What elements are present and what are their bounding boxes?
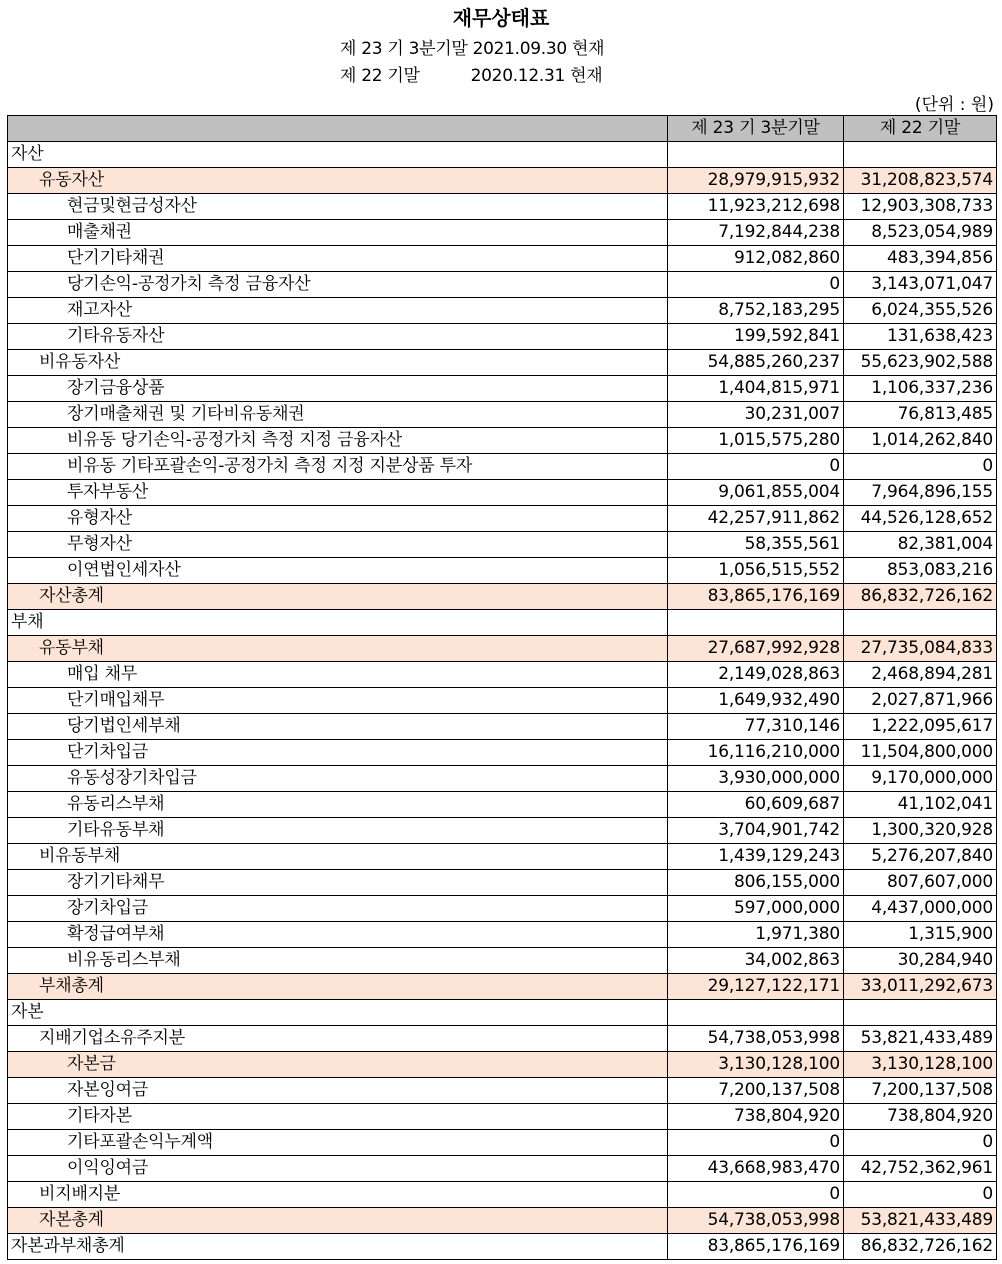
account-label: 비유동리스부채 xyxy=(8,948,668,974)
prior-period-value: 31,208,823,574 xyxy=(844,168,997,194)
current-period-value: 0 xyxy=(668,1182,844,1208)
unit-label: (단위 : 원) xyxy=(914,95,994,115)
account-label: 기타자본 xyxy=(8,1104,668,1130)
account-label: 장기기타채무 xyxy=(8,870,668,896)
account-label: 자본 xyxy=(8,1000,668,1026)
header-current-period: 제 23 기 3분기말 xyxy=(668,116,844,142)
prior-period-value: 33,011,292,673 xyxy=(844,974,997,1000)
table-row xyxy=(8,220,997,246)
table-row xyxy=(8,896,997,922)
prior-period-value: 0 xyxy=(844,454,997,480)
account-label: 단기기타채권 xyxy=(8,246,668,272)
account-label: 장기금융상품 xyxy=(8,376,668,402)
current-period-value: 43,668,983,470 xyxy=(668,1156,844,1182)
table-row xyxy=(8,714,997,740)
current-period-value: 0 xyxy=(668,454,844,480)
account-label: 유형자산 xyxy=(8,506,668,532)
account-label: 유동성장기차입금 xyxy=(8,766,668,792)
table-row xyxy=(8,376,997,402)
account-label: 부채 xyxy=(8,610,668,636)
prior-period-value: 44,526,128,652 xyxy=(844,506,997,532)
account-label: 부채총계 xyxy=(8,974,668,1000)
prior-period-value: 2,027,871,966 xyxy=(844,688,997,714)
prior-period-value: 5,276,207,840 xyxy=(844,844,997,870)
prior-period-value: 7,964,896,155 xyxy=(844,480,997,506)
current-period-value: 83,865,176,169 xyxy=(668,584,844,610)
account-label: 단기차입금 xyxy=(8,740,668,766)
current-period-value: 0 xyxy=(668,272,844,298)
account-label: 매출채권 xyxy=(8,220,668,246)
prior-period-value: 807,607,000 xyxy=(844,870,997,896)
prior-period-value: 7,200,137,508 xyxy=(844,1078,997,1104)
balance-sheet-table xyxy=(7,115,997,1260)
current-period-value: 3,704,901,742 xyxy=(668,818,844,844)
account-label: 투자부동산 xyxy=(8,480,668,506)
table-row xyxy=(8,168,997,194)
account-label: 자본잉여금 xyxy=(8,1078,668,1104)
current-period-value xyxy=(668,610,844,636)
current-period-value: 54,738,053,998 xyxy=(668,1208,844,1234)
table-row xyxy=(8,324,997,350)
current-period-value: 54,738,053,998 xyxy=(668,1026,844,1052)
current-period-value: 60,609,687 xyxy=(668,792,844,818)
account-label: 장기차입금 xyxy=(8,896,668,922)
table-row xyxy=(8,740,997,766)
account-label: 유동자산 xyxy=(8,168,668,194)
table-row xyxy=(8,1156,997,1182)
table-row xyxy=(8,844,997,870)
table-row xyxy=(8,402,997,428)
table-row xyxy=(8,922,997,948)
current-period-value: 29,127,122,171 xyxy=(668,974,844,1000)
document-title: 재무상태표 xyxy=(452,6,550,30)
table-row xyxy=(8,1052,997,1078)
header-account xyxy=(8,116,668,142)
prior-period-value xyxy=(844,1000,997,1026)
prior-period-value: 0 xyxy=(844,1182,997,1208)
table-row xyxy=(8,1130,997,1156)
prior-period-value: 8,523,054,989 xyxy=(844,220,997,246)
table-row xyxy=(8,428,997,454)
table-row xyxy=(8,142,997,168)
table-header-row xyxy=(8,116,997,142)
current-period-value: 7,200,137,508 xyxy=(668,1078,844,1104)
table-row xyxy=(8,818,997,844)
current-period-value: 3,930,000,000 xyxy=(668,766,844,792)
account-label: 자산총계 xyxy=(8,584,668,610)
current-period-value: 11,923,212,698 xyxy=(668,194,844,220)
prior-period-value: 2,468,894,281 xyxy=(844,662,997,688)
current-period-value: 58,355,561 xyxy=(668,532,844,558)
prior-period-value: 131,638,423 xyxy=(844,324,997,350)
account-label: 현금및현금성자산 xyxy=(8,194,668,220)
table-row xyxy=(8,1234,997,1260)
account-label: 당기손익-공정가치 측정 금융자산 xyxy=(8,272,668,298)
account-label: 기타유동자산 xyxy=(8,324,668,350)
prior-period-value: 3,130,128,100 xyxy=(844,1052,997,1078)
prior-period-value: 1,014,262,840 xyxy=(844,428,997,454)
prior-period-value: 11,504,800,000 xyxy=(844,740,997,766)
account-label: 확정급여부채 xyxy=(8,922,668,948)
current-period-value: 597,000,000 xyxy=(668,896,844,922)
account-label: 기타포괄손익누계액 xyxy=(8,1130,668,1156)
account-label: 이익잉여금 xyxy=(8,1156,668,1182)
prior-period-value: 1,315,900 xyxy=(844,922,997,948)
prior-period-value: 1,222,095,617 xyxy=(844,714,997,740)
table-row xyxy=(8,532,997,558)
account-label: 유동부채 xyxy=(8,636,668,662)
prior-period-value: 42,752,362,961 xyxy=(844,1156,997,1182)
current-period-value: 1,971,380 xyxy=(668,922,844,948)
table-row xyxy=(8,1104,997,1130)
account-label: 기타유동부채 xyxy=(8,818,668,844)
table-row xyxy=(8,1078,997,1104)
prior-period-value: 53,821,433,489 xyxy=(844,1026,997,1052)
account-label: 비유동자산 xyxy=(8,350,668,376)
current-period-value: 1,439,129,243 xyxy=(668,844,844,870)
prior-period-value: 82,381,004 xyxy=(844,532,997,558)
table-row xyxy=(8,350,997,376)
prior-period-value: 30,284,940 xyxy=(844,948,997,974)
header-prior-period: 제 22 기말 xyxy=(844,116,997,142)
table-row xyxy=(8,506,997,532)
current-period-value: 0 xyxy=(668,1130,844,1156)
prior-period-value: 86,832,726,162 xyxy=(844,584,997,610)
table-row xyxy=(8,766,997,792)
table-body xyxy=(8,142,997,1260)
current-period-value: 3,130,128,100 xyxy=(668,1052,844,1078)
current-period-value: 27,687,992,928 xyxy=(668,636,844,662)
account-label: 무형자산 xyxy=(8,532,668,558)
account-label: 자본금 xyxy=(8,1052,668,1078)
account-label: 비유동부채 xyxy=(8,844,668,870)
current-period-value: 1,015,575,280 xyxy=(668,428,844,454)
account-label: 비유동 기타포괄손익-공정가치 측정 지정 지분상품 투자 xyxy=(8,454,668,480)
subtitle-current-period: 제 23 기 3분기말 2021.09.30 현재 xyxy=(340,39,605,59)
table-row xyxy=(8,1000,997,1026)
prior-period-value: 86,832,726,162 xyxy=(844,1234,997,1260)
current-period-value: 1,649,932,490 xyxy=(668,688,844,714)
prior-period-value: 76,813,485 xyxy=(844,402,997,428)
account-label: 지배기업소유주지분 xyxy=(8,1026,668,1052)
table-row xyxy=(8,246,997,272)
table-row xyxy=(8,194,997,220)
table-row xyxy=(8,454,997,480)
current-period-value: 16,116,210,000 xyxy=(668,740,844,766)
prior-period-value: 1,300,320,928 xyxy=(844,818,997,844)
prior-period-value: 41,102,041 xyxy=(844,792,997,818)
account-label: 유동리스부채 xyxy=(8,792,668,818)
current-period-value: 42,257,911,862 xyxy=(668,506,844,532)
current-period-value: 34,002,863 xyxy=(668,948,844,974)
table-row xyxy=(8,636,997,662)
current-period-value: 9,061,855,004 xyxy=(668,480,844,506)
account-label: 당기법인세부채 xyxy=(8,714,668,740)
table-row xyxy=(8,1182,997,1208)
prior-period-value: 55,623,902,588 xyxy=(844,350,997,376)
prior-period-value: 3,143,071,047 xyxy=(844,272,997,298)
current-period-value: 8,752,183,295 xyxy=(668,298,844,324)
account-label: 이연법인세자산 xyxy=(8,558,668,584)
table-row xyxy=(8,298,997,324)
account-label: 자본총계 xyxy=(8,1208,668,1234)
table-row xyxy=(8,662,997,688)
table-row xyxy=(8,688,997,714)
current-period-value: 1,056,515,552 xyxy=(668,558,844,584)
prior-period-value: 853,083,216 xyxy=(844,558,997,584)
current-period-value: 77,310,146 xyxy=(668,714,844,740)
prior-period-value: 12,903,308,733 xyxy=(844,194,997,220)
table-row xyxy=(8,1026,997,1052)
current-period-value: 28,979,915,932 xyxy=(668,168,844,194)
account-label: 장기매출채권 및 기타비유동채권 xyxy=(8,402,668,428)
current-period-value: 54,885,260,237 xyxy=(668,350,844,376)
table-row xyxy=(8,610,997,636)
current-period-value: 738,804,920 xyxy=(668,1104,844,1130)
current-period-value: 83,865,176,169 xyxy=(668,1234,844,1260)
account-label: 비지배지분 xyxy=(8,1182,668,1208)
prior-period-value: 53,821,433,489 xyxy=(844,1208,997,1234)
prior-period-value: 738,804,920 xyxy=(844,1104,997,1130)
current-period-value: 2,149,028,863 xyxy=(668,662,844,688)
current-period-value: 199,592,841 xyxy=(668,324,844,350)
prior-period-value xyxy=(844,142,997,168)
table-row xyxy=(8,792,997,818)
subtitle-prior-period: 제 22 기말 2020.12.31 현재 xyxy=(340,66,603,86)
prior-period-value: 9,170,000,000 xyxy=(844,766,997,792)
current-period-value: 30,231,007 xyxy=(668,402,844,428)
current-period-value: 1,404,815,971 xyxy=(668,376,844,402)
table-row xyxy=(8,974,997,1000)
prior-period-value: 27,735,084,833 xyxy=(844,636,997,662)
prior-period-value: 6,024,355,526 xyxy=(844,298,997,324)
account-label: 자산 xyxy=(8,142,668,168)
account-label: 비유동 당기손익-공정가치 측정 지정 금융자산 xyxy=(8,428,668,454)
prior-period-value: 1,106,337,236 xyxy=(844,376,997,402)
current-period-value xyxy=(668,142,844,168)
current-period-value: 7,192,844,238 xyxy=(668,220,844,246)
current-period-value xyxy=(668,1000,844,1026)
prior-period-value: 0 xyxy=(844,1130,997,1156)
table-row xyxy=(8,1208,997,1234)
table-row xyxy=(8,480,997,506)
prior-period-value: 4,437,000,000 xyxy=(844,896,997,922)
current-period-value: 912,082,860 xyxy=(668,246,844,272)
current-period-value: 806,155,000 xyxy=(668,870,844,896)
account-label: 재고자산 xyxy=(8,298,668,324)
table-row xyxy=(8,558,997,584)
account-label: 자본과부채총계 xyxy=(8,1234,668,1260)
table-row xyxy=(8,272,997,298)
account-label: 단기매입채무 xyxy=(8,688,668,714)
table-row xyxy=(8,584,997,610)
table-row xyxy=(8,870,997,896)
account-label: 매입 채무 xyxy=(8,662,668,688)
prior-period-value xyxy=(844,610,997,636)
table-row xyxy=(8,948,997,974)
prior-period-value: 483,394,856 xyxy=(844,246,997,272)
